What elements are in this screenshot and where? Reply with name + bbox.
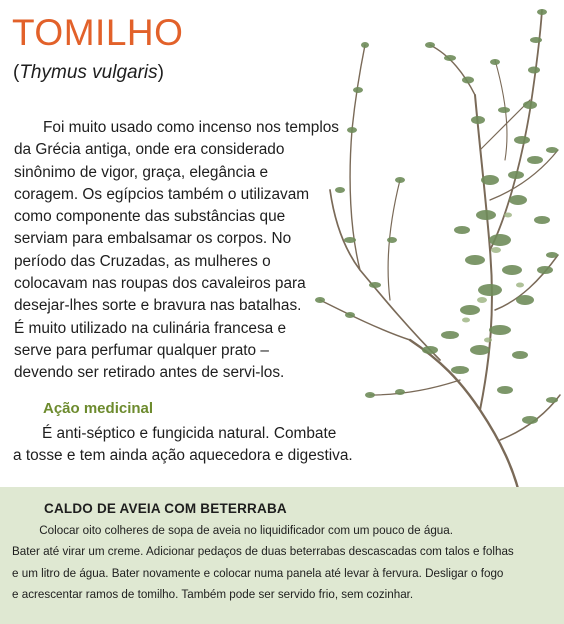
medicinal-line: É anti-séptico e fungicida natural. Combate xyxy=(42,425,337,442)
subtitle-open-paren: ( xyxy=(13,62,20,83)
intro-line: sinônimo de vigor, graça, elegância e xyxy=(14,163,269,181)
intro-line: desejar-lhes sorte e bravura nas batalhas. xyxy=(14,297,302,315)
recipe-box xyxy=(0,487,564,624)
recipe-line: Bater até virar um creme. Adicionar pedaços de duas beterrabas descascadas com talos e folhas xyxy=(12,544,514,559)
intro-line: coragem. Os egípcios também o utilizavam xyxy=(14,185,310,203)
intro-line: serviam para embalsamar os corpos. No xyxy=(14,230,292,248)
recipe-instructions xyxy=(12,520,524,605)
intro-line: da Grécia antiga, onde era considerado xyxy=(14,141,285,159)
medicinal-heading: Ação medicinal xyxy=(43,400,154,417)
intro-line: como componente das substâncias que xyxy=(14,208,286,226)
intro-line: devendo ser retirado antes de servi-los. xyxy=(14,364,285,382)
subtitle-close-paren: ) xyxy=(157,62,164,83)
recipe-line: Colocar oito colheres de sopa de aveia no liquidificador com um pouco de água. xyxy=(39,523,453,537)
recipe-line: e um litro de água. Bater novamente e colocar numa panela até levar à fervura. Desligar o fogo xyxy=(12,565,504,580)
medicinal-line: a tosse e tem ainda ação aquecedora e digestiva. xyxy=(13,447,353,464)
intro-line: período das Cruzadas, as mulheres o xyxy=(14,252,271,270)
medicinal-paragraph xyxy=(13,423,383,467)
latin-name: Thymus vulgaris xyxy=(19,62,158,83)
recipe-title: CALDO DE AVEIA COM BETERRABA xyxy=(44,501,287,516)
intro-line: Foi muito usado como incenso nos templos xyxy=(43,119,339,136)
recipe-line: e acrescentar ramos de tomilho. Também pode ser servido frio, sem cozinhar. xyxy=(12,586,414,601)
page-title: TOMILHO xyxy=(12,12,184,53)
intro-line: É muito utilizado na culinária francesa e xyxy=(14,319,287,337)
intro-line: colocavam nas roupas dos cavaleiros para xyxy=(14,275,306,293)
intro-paragraph xyxy=(14,117,374,385)
scientific-name xyxy=(13,63,164,82)
intro-line: serve para perfumar qualquer prato – xyxy=(14,341,269,359)
